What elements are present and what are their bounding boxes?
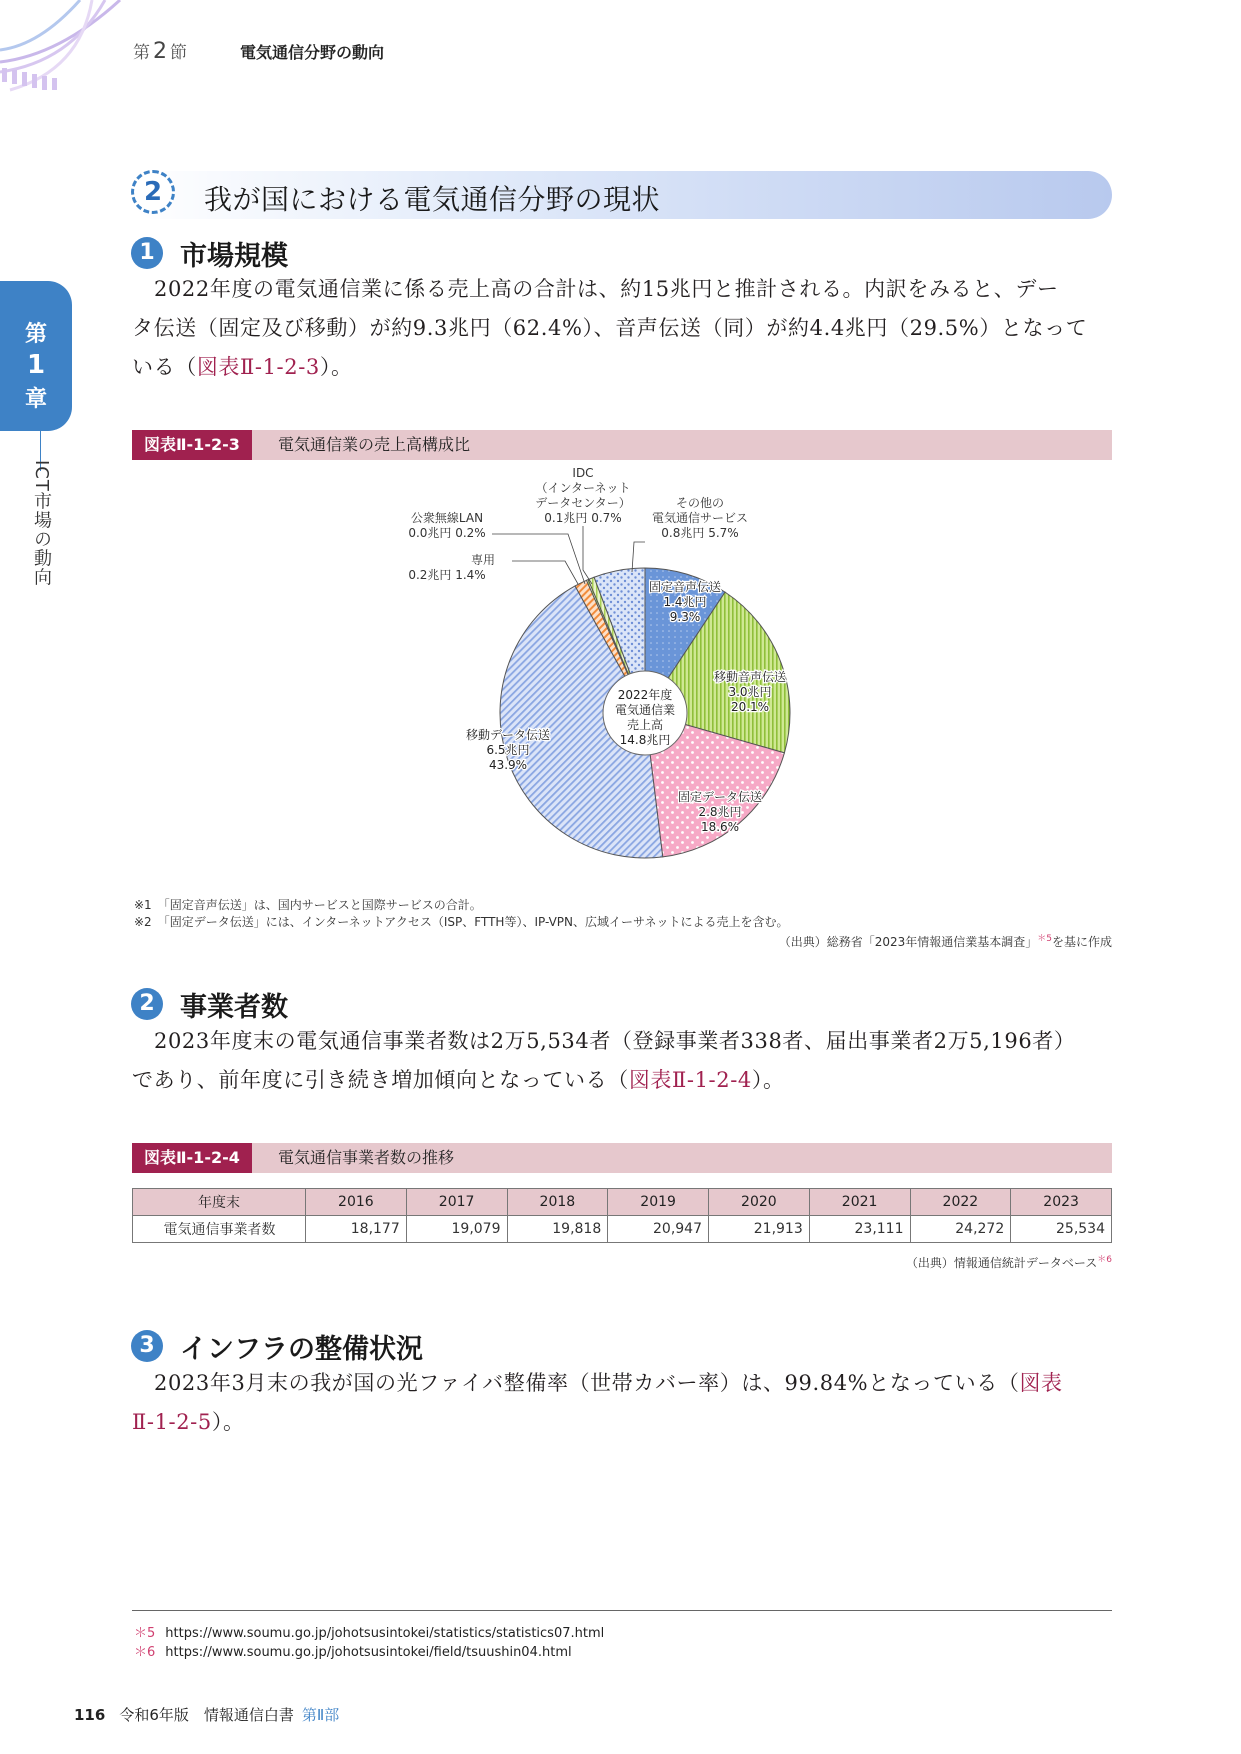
subsection-title: 事業者数 — [180, 992, 288, 1023]
table-header-cell: 2018 — [507, 1189, 608, 1216]
footnote-mark: ＊6 — [1097, 1255, 1112, 1265]
section-label: 第 2 節 — [133, 39, 187, 64]
table-cell: 20,947 — [608, 1216, 709, 1243]
figure-ref-link[interactable]: 図表Ⅱ-1-2-4 — [628, 1068, 752, 1092]
leader-line-other — [632, 542, 645, 572]
table-header-cell: 2016 — [306, 1189, 407, 1216]
paragraph-line: タ伝送（固定及び移動）が約9.3兆円（62.4%）、音声伝送（同）が約4.4兆円（29.5%）となって — [132, 316, 1088, 340]
table-cell: 19,818 — [507, 1216, 608, 1243]
outside-label-leased: 0.2兆円 1.4% — [408, 568, 486, 582]
subsection-number: 2 — [131, 988, 163, 1020]
slice-label-pct: 18.6% — [700, 820, 740, 834]
chapter-tab — [0, 281, 72, 431]
pie-center-line: 14.8兆円 — [619, 733, 671, 747]
figure-note: ※2 「固定データ伝送」には、インターネットアクセス（ISP、FTTH等）、IP-VPN、広域イーサネットによる売上を含む。 — [134, 915, 789, 929]
footnote — [134, 1641, 572, 1660]
outside-label-wlan: 公衆無線LAN — [410, 511, 484, 525]
slice-label-name: 固定音声伝送 — [648, 580, 722, 594]
page-number: 116 — [74, 1706, 106, 1724]
slice-label-name: 固定データ伝送 — [677, 790, 763, 804]
slice-label-amount: 1.4兆円 — [663, 595, 707, 609]
revenue-pie-chart — [408, 460, 820, 900]
figure-ref-link[interactable]: Ⅱ-1-2-5 — [132, 1410, 212, 1434]
outside-label-idc: データセンター） — [535, 496, 631, 510]
paragraph-line: であり、前年度に引き続き増加傾向となっている（図表Ⅱ-1-2-4）。 — [132, 1068, 785, 1092]
table-cell: 19,079 — [406, 1216, 507, 1243]
footnote-mark: ＊5 — [134, 1626, 156, 1641]
slice-label-pct: 43.9% — [488, 758, 528, 772]
subsection-title: インフラの整備状況 — [180, 1334, 423, 1365]
figure-tag: 図表Ⅱ-1-2-3 — [132, 430, 252, 460]
leader-line-wlan — [492, 534, 585, 584]
table-cell: 23,111 — [809, 1216, 910, 1243]
table-header-cell: 2019 — [608, 1189, 709, 1216]
table-header-cell: 2023 — [1011, 1189, 1112, 1216]
page-footer — [74, 1704, 339, 1725]
table-cell: 電気通信事業者数 — [133, 1216, 306, 1243]
table-header-row — [133, 1189, 1112, 1216]
footnote-url[interactable]: https://www.soumu.go.jp/johotsusintokei/field/tsuushin04.html — [165, 1645, 572, 1660]
outside-label-idc: IDC — [572, 466, 594, 480]
table-cell: 18,177 — [306, 1216, 407, 1243]
paragraph-infrastructure — [132, 1364, 1112, 1442]
paragraph-line: 2023年度末の電気通信事業者数は2万5,534者（登録事業者338者、届出事業者2万5,196者） — [154, 1029, 1076, 1053]
figure-title: 電気通信事業者数の推移 — [278, 1148, 455, 1167]
footnote-mark: ＊6 — [134, 1645, 156, 1660]
paragraph-line: 2023年3月末の我が国の光ファイバ整備率（世帯カバー率）は、99.84%となっている（図表 — [154, 1371, 1063, 1395]
outside-label-idc: （インターネット — [535, 481, 631, 495]
table-header-cell: 2017 — [406, 1189, 507, 1216]
book-title: 令和6年版 情報通信白書 — [119, 1706, 294, 1724]
outside-label-leased: 専用 — [470, 553, 496, 567]
table-header-cell: 2022 — [910, 1189, 1011, 1216]
paragraph-operators — [132, 1022, 1112, 1100]
table-row — [133, 1216, 1112, 1243]
figure-ref-link[interactable]: 図表Ⅱ-1-2-3 — [196, 355, 320, 379]
figure-note: ※1 「固定音声伝送」は、国内サービスと国際サービスの合計。 — [134, 898, 482, 912]
running-title: 電気通信分野の動向 — [240, 43, 385, 62]
table-header-cell: 年度末 — [133, 1189, 306, 1216]
slice-label-name: 移動データ伝送 — [465, 728, 551, 742]
section-banner-number: 2 — [131, 170, 175, 214]
slice-label-amount: 6.5兆円 — [486, 743, 530, 757]
figure-tag: 図表Ⅱ-1-2-4 — [132, 1143, 252, 1173]
figure-title-bar — [132, 1143, 1112, 1173]
corner-decoration — [0, 0, 130, 110]
operators-table — [132, 1188, 1112, 1243]
outside-label-other: その他の — [675, 496, 725, 510]
table-header-cell: 2020 — [709, 1189, 810, 1216]
table-cell: 24,272 — [910, 1216, 1011, 1243]
slice-label-amount: 2.8兆円 — [698, 805, 742, 819]
chapter-tab-line1: 第 — [24, 322, 47, 347]
figure-ref-link[interactable]: 図表 — [1019, 1371, 1063, 1395]
paragraph-line: いる（図表Ⅱ-1-2-3）。 — [132, 355, 353, 379]
table-cell: 21,913 — [709, 1216, 810, 1243]
figure-title: 電気通信業の売上高構成比 — [278, 435, 471, 454]
outside-label-wlan: 0.0兆円 0.2% — [408, 526, 486, 540]
outside-label-other: 0.8兆円 5.7% — [661, 526, 739, 540]
subsection-title: 市場規模 — [180, 241, 288, 272]
part-label: 第Ⅱ部 — [301, 1706, 340, 1724]
paragraph-market-size — [132, 270, 1112, 387]
pie-center-line: 電気通信業 — [614, 703, 676, 717]
slice-label-pct: 9.3% — [669, 610, 701, 624]
figure-source: （出典）情報通信統計データベース$^{*6}$ — [905, 1255, 1112, 1270]
section-banner-title: 我が国における電気通信分野の現状 — [204, 183, 661, 216]
chapter-side-label: ICT市場の動向 — [31, 460, 52, 587]
outside-label-other: 電気通信サービス — [651, 511, 749, 525]
subsection-number: 3 — [131, 1330, 163, 1362]
paragraph-line: 2022年度の電気通信業に係る売上高の合計は、約15兆円と推計される。内訳をみると、デー — [154, 277, 1059, 301]
pie-center-line: 売上高 — [626, 718, 664, 732]
slice-label-name: 移動音声伝送 — [713, 670, 787, 684]
chapter-tab-line3: 章 — [24, 387, 47, 412]
slice-label-amount: 3.0兆円 — [728, 685, 772, 699]
leader-line-idc — [583, 526, 592, 584]
slice-label-pct: 20.1% — [730, 700, 770, 714]
chapter-tab-number: 1 — [26, 350, 46, 380]
footnote-url[interactable]: https://www.soumu.go.jp/johotsusintokei/statistics/statistics07.html — [165, 1626, 605, 1641]
subsection-number: 1 — [131, 237, 163, 269]
figure-source: （出典）総務省「2023年情報通信業基本調査」$^{*5}$を基に作成 — [778, 934, 1112, 949]
footnote-mark: ＊5 — [1037, 934, 1052, 944]
pie-center-line: 2022年度 — [617, 688, 673, 702]
footnote-rule — [132, 1610, 1112, 1611]
outside-label-idc: 0.1兆円 0.7% — [544, 511, 622, 525]
table-header-cell: 2021 — [809, 1189, 910, 1216]
footnote — [134, 1622, 604, 1641]
leader-line-leased — [512, 561, 578, 584]
paragraph-line: Ⅱ-1-2-5）。 — [132, 1410, 245, 1434]
table-cell: 25,534 — [1011, 1216, 1112, 1243]
figure-title-bar — [132, 430, 1112, 460]
